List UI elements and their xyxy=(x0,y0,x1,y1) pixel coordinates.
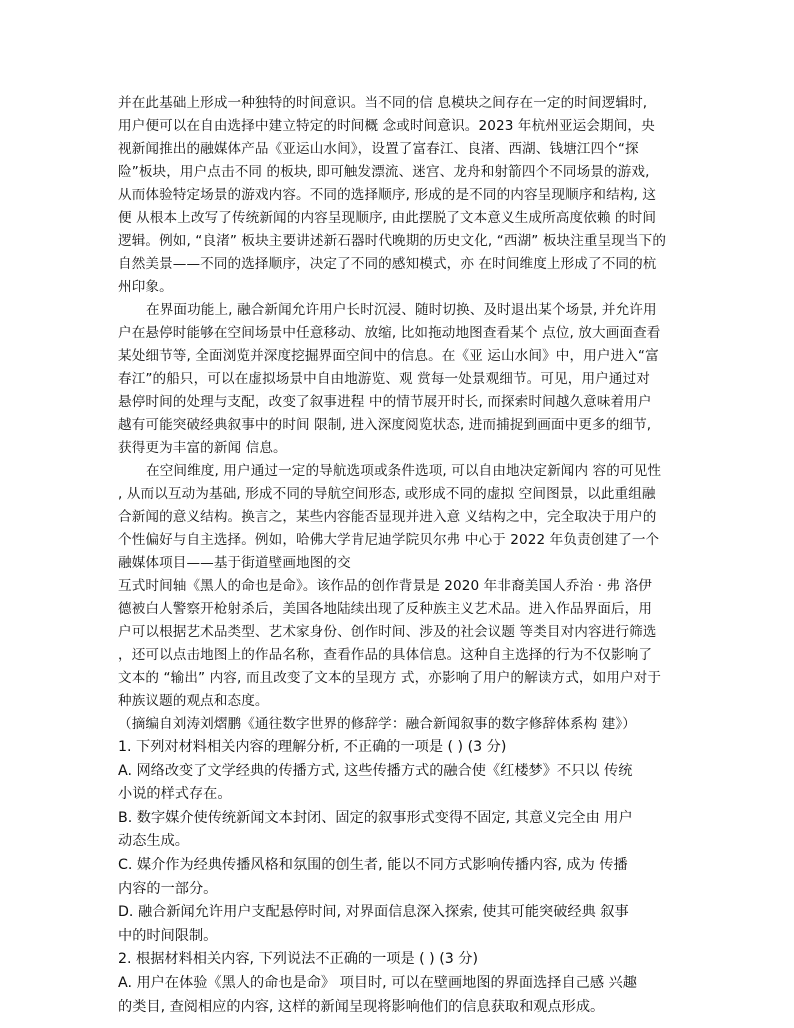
text-line: 互式时间轴《黑人的命也是命》。该作品的创作背景是 2020 年非裔美国人乔治 · 弗 洛伊 xyxy=(118,578,652,594)
text-line: 德被白人警察开枪射杀后，美国各地陆续出现了反种族主义艺术品。进入作品界面后，用 xyxy=(118,601,653,617)
paragraph-start-line: 在界面功能上, 融合新闻允许用户长时沉浸、随时切换、及时退出某个场景, 并允许用 xyxy=(146,302,657,318)
text-line: 悬停时间的处理与支配，改变了叙事进程 中的情节展开时长, 而探索时间越久意味着用户 xyxy=(118,394,652,410)
text-line: 自然美景——不同的选择顺序，决定了不同的感知模式，亦 在时间维度上形成了不同的杭 xyxy=(118,256,657,272)
text-line: 从而体验特定场景的游戏内容。不同的选择顺序, 形成的是不同的内容呈现顺序和结构, 这 xyxy=(118,187,657,203)
question-1-stem: 1. 下列对材料相关内容的理解分析, 不正确的一项是 ( ) (3 分) xyxy=(118,739,507,755)
question-2-option-a-cont: 的类目, 查阅相应的内容, 这样的新闻呈现将影响他们的信息获取和观点形成。 xyxy=(118,998,605,1015)
text-line: 个性偏好与自主选择。例如，哈佛大学肯尼迪学院贝尔弗 中心于 2022 年负责创建了一个 xyxy=(118,532,660,548)
question-1-option-a-cont: 小说的样式存在。 xyxy=(118,786,232,803)
question-1-option-d-cont: 中的时间限制。 xyxy=(118,927,218,944)
text-line: 融媒体项目——基于街道壁画地图的交 xyxy=(118,555,351,571)
text-line: 并在此基础上形成一种独特的时间意识。当不同的信 息模块之间存在一定的时间逻辑时, xyxy=(118,95,648,111)
text-line: 越有可能突破经典叙事中的时间 限制, 进入深度阅览状态, 进而捕捉到画面中更多的细节, xyxy=(118,417,652,433)
source-citation: （摘编自刘涛刘熠鹏《通往数字世界的修辞学：融合新闻叙事的数字修辞体系构 建》） xyxy=(118,716,636,732)
text-line: 便 从根本上改写了传统新闻的内容呈现顺序, 由此摆脱了文本意义生成所高度依赖 的时间 xyxy=(118,210,657,226)
question-1-option-a: A. 网络改变了文学经典的传播方式, 这些传播方式的融合使《红楼梦》不只以 传统 xyxy=(118,762,633,779)
text-line: 州印象。 xyxy=(118,279,173,295)
text-line: 用户便可以在自由选择中建立特定的时间概 念或时间意识。2023 年杭州亚运会期间，央 xyxy=(118,118,655,134)
text-line: 户在悬停时能够在空间场景中任意移动、放缩, 比如拖动地图查看某个 点位, 放大画面查看 xyxy=(118,325,661,341)
text-line: 文本的 “输出” 内容, 而且改变了文本的呈现方 式，亦影响了用户的解读方式，如用户对于 xyxy=(118,670,662,686)
paragraph-start-line: 在空间维度, 用户通过一定的导航选项或条件选项, 可以自由地决定新闻内 容的可见性 xyxy=(146,463,662,479)
question-1-option-d: D. 融合新闻允许用户支配悬停时间, 对界面信息深入探索, 使其可能突破经典 叙事 xyxy=(118,904,629,921)
text-line: 险”板块，用户点击不同 的板块, 即可触发漂流、迷宫、龙舟和射箭四个不同场景的游戏, xyxy=(118,164,650,180)
text-line: , 从而以互动为基础, 形成不同的导航空间形态, 或形成不同的虚拟 空间图景，以此重组融 xyxy=(118,486,656,502)
text-line: 户可以根据艺术品类型、艺术家身份、创作时间、涉及的社会议题 等类目对内容进行筛选 xyxy=(118,624,657,640)
document-page xyxy=(118,92,678,1019)
text-line: 某处细节等, 全面浏览并深度挖掘界面空间中的信息。在《亚 运山水间》中，用户进入“富 xyxy=(118,348,659,364)
question-2-stem: 2. 根据材料相关内容, 下列说法不正确的一项是 ( ) (3 分) xyxy=(118,951,479,968)
text-line: 逻辑。例如, “良渚” 板块主要讲述新石器时代晚期的历史文化, “西湖” 板块注重呈现当下的 xyxy=(118,233,667,249)
text-line: 春江”的船只，可以在虚拟场景中自由地游览、观 赏每一处景观细节。可见，用户通过对 xyxy=(118,371,650,387)
text-line: ，还可以点击地图上的作品名称，查看作品的具体信息。这种自主选择的行为不仅影响了 xyxy=(118,647,653,663)
text-line: 合新闻的意义结构。换言之，某些内容能否显现并进入意 义结构之中，完全取决于用户的 xyxy=(118,509,657,525)
question-2-option-a: A. 用户在体验《黑人的命也是命》 项目时, 可以在壁画地图的界面选择自己感 兴趣 xyxy=(118,974,637,991)
text-line: 获得更为丰富的新闻 信息。 xyxy=(118,440,287,456)
question-1-option-b-cont: 动态生成。 xyxy=(118,833,189,850)
question-1-option-b: B. 数字媒介使传统新闻文本封闭、固定的叙事形式变得不固定, 其意义完全由 用户 xyxy=(118,809,633,826)
text-line: 种族议题的观点和态度。 xyxy=(118,693,269,709)
question-1-option-c: C. 媒介作为经典传播风格和氛围的创生者, 能以不同方式影响传播内容, 成为 传播 xyxy=(118,856,628,873)
question-1-option-c-cont: 内容的一部分。 xyxy=(118,880,218,897)
text-line: 视新闻推出的融媒体产品《亚运山水间》，设置了富春江、良渚、西湖、钱塘江四个“探 xyxy=(118,141,639,157)
